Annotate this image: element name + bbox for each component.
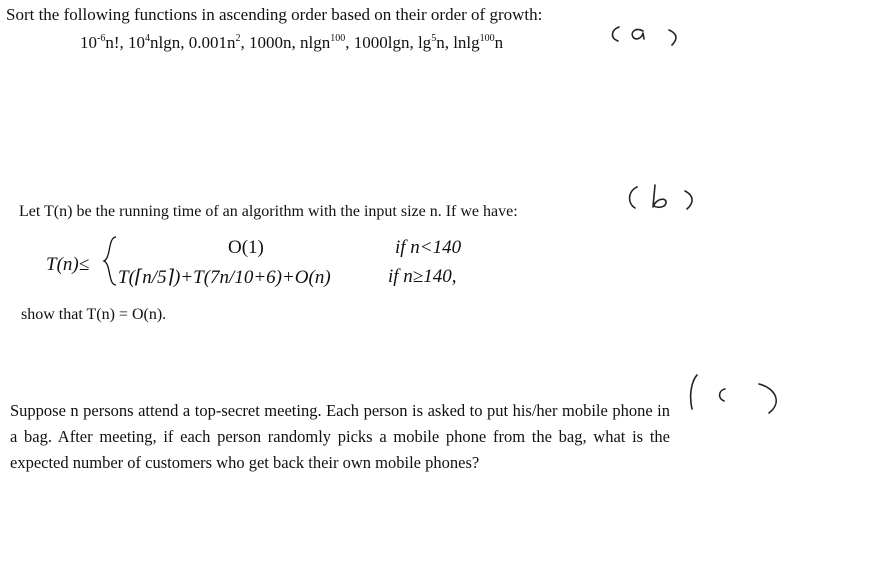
q1-term-exponent: 100: [330, 33, 346, 44]
q1-function-term: [249, 33, 354, 52]
handwritten-label-b: [623, 182, 703, 216]
q1-prompt: Sort the following functions in ascending order based on their order of growth:: [6, 5, 543, 24]
q2-case1-cond: if n<140: [395, 237, 462, 258]
q1-function-list: [80, 33, 503, 53]
q1-term-exponent: 4: [145, 33, 151, 44]
q1-term-base: 10: [80, 33, 97, 52]
q1-term-rest: n!,: [105, 33, 129, 52]
handwritten-label-a: [605, 22, 685, 50]
q2-intro: Let T(n) be the running time of an algorithm with the input size n. If we have:: [19, 203, 518, 220]
q1-term-base: 0.001n: [188, 33, 236, 52]
handwritten-label-c: [683, 366, 793, 416]
q2-lhs: T(n)≤: [46, 254, 90, 275]
q3-text: Suppose n persons attend a top-secret meeting. Each person is asked to put his/her mobile phone in a bag. After meeting, if each person randomly picks a mobile phone from the bag, what is the expected number of customers who get back their own mobile phones?: [10, 401, 670, 472]
q1-term-exponent: -6: [97, 33, 106, 44]
q1-term-rest: ,: [240, 33, 249, 52]
q2-case1-expr: O(1): [228, 237, 264, 258]
q1-term-rest: nlgn,: [150, 33, 189, 52]
q1-term-rest: n,: [436, 33, 454, 52]
q1-term-base: 1000lgn, lg: [353, 33, 432, 52]
q2-case2-expr: T(⌈n/5⌉)+T(7n/10+6)+O(n): [118, 267, 331, 288]
q1-term-base: 1000n, nlgn: [249, 33, 331, 52]
q1-term-exponent: 100: [479, 33, 495, 44]
q1-term-base: 10: [128, 33, 146, 52]
q1-function-term: [80, 33, 128, 52]
q2-conclusion: show that T(n) = O(n).: [21, 306, 167, 323]
q1-term-exponent: 5: [431, 33, 437, 44]
q2-left-brace: [102, 236, 118, 286]
q1-function-term: [354, 33, 453, 52]
q1-function-term: [453, 33, 503, 52]
q1-term-exponent: 2: [235, 33, 241, 44]
q1-term-rest: ,: [345, 33, 354, 52]
q1-term-base: lnlg: [453, 33, 480, 52]
q2-case2-cond: if n≥140,: [388, 266, 457, 287]
q1-function-term: [189, 33, 249, 52]
q1-term-rest: n: [494, 33, 504, 52]
q1-function-term: [128, 33, 189, 52]
